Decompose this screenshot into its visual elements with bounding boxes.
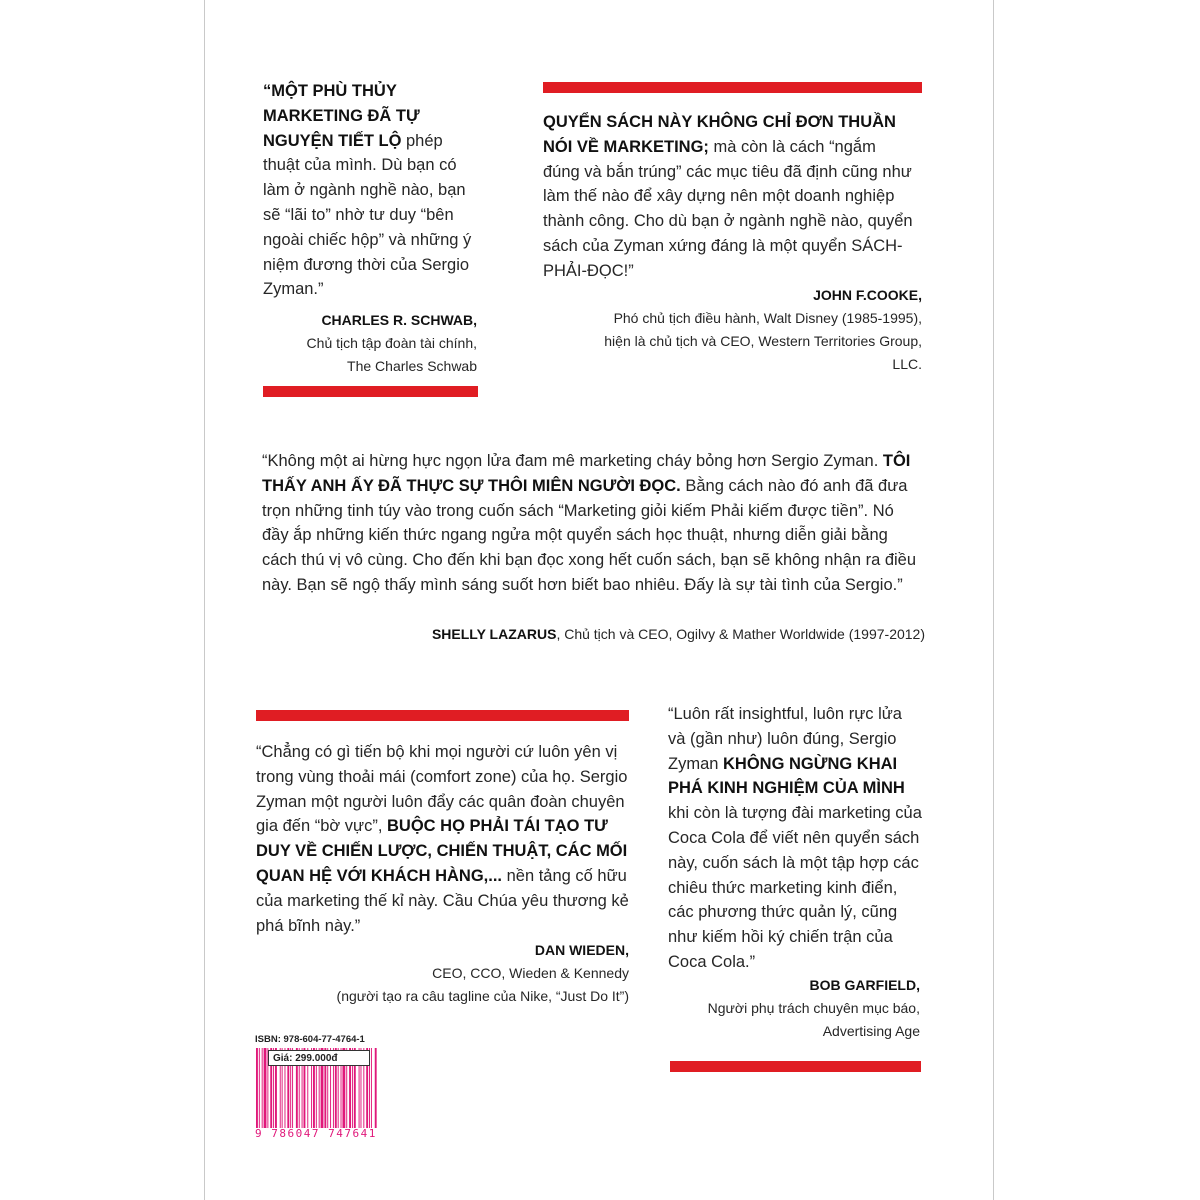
barcode-stripe: [371, 1048, 372, 1128]
isbn-label: ISBN: 978-604-77-4764-1: [255, 1034, 365, 1045]
author-role-garfield-2: Advertising Age: [822, 1023, 920, 1039]
author-role-schwab-2: The Charles Schwab: [347, 358, 477, 374]
author-role-cooke-3: LLC.: [892, 356, 922, 372]
barcode-stripe: [256, 1048, 258, 1128]
author-role-wieden-2: (người tạo ra câu tagline của Nike, “Just Do It”): [336, 988, 629, 1004]
author-role-schwab-1: Chủ tịch tập đoàn tài chính,: [306, 335, 477, 351]
barcode-number: 9 786047 747641: [255, 1127, 377, 1140]
author-name-schwab: CHARLES R. SCHWAB,: [321, 312, 477, 328]
red-bar-cooke: [543, 82, 922, 93]
author-role-cooke-2: hiện là chủ tịch và CEO, Western Territories Group,: [604, 333, 922, 349]
quote-wieden-text-2: nền tảng cố hữu của marketing thế kỉ này. Cầu Chúa yêu thương kẻ phá bĩnh này.”: [256, 866, 629, 935]
author-role-wieden-1: CEO, CCO, Wieden & Kennedy: [432, 965, 629, 981]
quote-garfield-text-2: khi còn là tượng đài marketing của Coca Cola để viết nên quyển sách này, cuốn sách là một tập hợp các chiêu thức marketing kinh điển, các phương thức quản lý, cũng như kiếm hồi ký chiến trận của Coca Cola.”: [668, 804, 922, 971]
quote-cooke-text: mà còn là cách “ngắm đúng và bắn trúng” các mục tiêu đã định cũng như làm thế nào để xây dựng nên một doanh nghiệp thành công. Cho dù bạn ở ngành nghề nào, quyển sách của Zyman xứng đáng là một quyển SÁCH-PHẢI-ĐỌC!”: [543, 137, 913, 280]
author-name-cooke: JOHN F.COOKE,: [813, 287, 922, 303]
price-label: Giá: 299.000đ: [268, 1050, 370, 1066]
barcode-stripe: [259, 1048, 260, 1128]
author-role-lazarus: , Chủ tịch và CEO, Ogilvy & Mather Worldwide (1997-2012): [556, 626, 925, 642]
attribution-lazarus: [432, 623, 925, 646]
quote-garfield-text-1: “Luôn rất insightful, luôn rực lửa và (gần như) luôn đúng, Sergio Zyman: [668, 705, 902, 773]
author-name-lazarus: SHELLY LAZARUS: [431, 626, 557, 642]
quote-garfield: [668, 702, 922, 975]
attribution-garfield: [708, 974, 920, 1043]
red-bar-garfield: [670, 1061, 921, 1072]
red-bar-schwab: [263, 386, 478, 397]
author-role-garfield-1: Người phụ trách chuyên mục báo,: [707, 1000, 920, 1016]
quote-lazarus-text-2: Bằng cách nào đó anh đã đưa trọn những tinh túy vào trong cuốn sách “Marketing giỏi kiếm Phải kiếm được tiền”. Nó đầy ắp những kiến thức ngang ngửa một quyển sách học thuật, nhưng diễn giải bằng cách thú vị vô cùng. Cho đến khi bạn đọc xong hết cuốn sách, bạn sẽ không nhận ra điều này. Bạn sẽ ngộ thấy mình sáng suốt hơn biết bao nhiêu. Đấy là sự tài tình của Sergio.”: [262, 476, 917, 594]
quote-lazarus: [262, 449, 922, 598]
author-role-cooke-1: Phó chủ tịch điều hành, Walt Disney (1985-1995),: [613, 310, 922, 326]
quote-schwab: [263, 79, 481, 302]
quote-lazarus-highlight: TÔI THẤY ANH ẤY ĐÃ THỰC SỰ THÔI MIÊN NGƯỜI ĐỌC.: [262, 452, 911, 495]
quote-lazarus-text-1: “Không một ai hừng hực ngọn lửa đam mê marketing cháy bỏng hơn Sergio Zyman.: [262, 452, 883, 470]
quote-garfield-highlight: KHÔNG NGỪNG KHAI PHÁ KINH NGHIỆM CỦA MÌNH: [668, 754, 905, 798]
quote-schwab-highlight: “MỘT PHÙ THỦY MARKETING ĐÃ TỰ NGUYỆN TIẾT LỘ: [263, 82, 420, 150]
quote-schwab-text: phép thuật của mình. Dù bạn có làm ở ngành nghề nào, bạn sẽ “lãi to” nhờ tư duy “bên ngoài chiếc hộp” và những ý niệm đương thời của Sergio Zyman.”: [263, 131, 472, 299]
author-name-garfield: BOB GARFIELD,: [809, 977, 920, 993]
barcode: [255, 1034, 390, 1142]
quote-wieden-highlight: BUỘC HỌ PHẢI TÁI TẠO TƯ DUY VỀ CHIẾN LƯỢC, CHIẾN THUẬT, CÁC MỐI QUAN HỆ VỚI KHÁCH HÀNG,...: [256, 817, 628, 885]
barcode-stripe: [262, 1048, 263, 1128]
attribution-wieden: [337, 939, 629, 1008]
attribution-cooke: [604, 284, 922, 376]
quote-wieden: [256, 740, 630, 938]
attribution-schwab: [307, 309, 477, 378]
barcode-stripe: [375, 1048, 377, 1128]
quote-wieden-text-1: “Chẳng có gì tiến bộ khi mọi người cứ luôn yên vị trong vùng thoải mái (comfort zone) của họ. Sergio Zyman một người luôn đẩy các quân đoàn chuyên gia đến “bờ vực”,: [256, 743, 628, 836]
red-bar-wieden: [256, 710, 629, 721]
quote-cooke: [543, 110, 915, 284]
author-name-wieden: DAN WIEDEN,: [534, 942, 629, 958]
quote-cooke-highlight: QUYỂN SÁCH NÀY KHÔNG CHỈ ĐƠN THUẦN NÓI VỀ MARKETING;: [543, 113, 896, 156]
barcode-stripe: [264, 1048, 267, 1128]
